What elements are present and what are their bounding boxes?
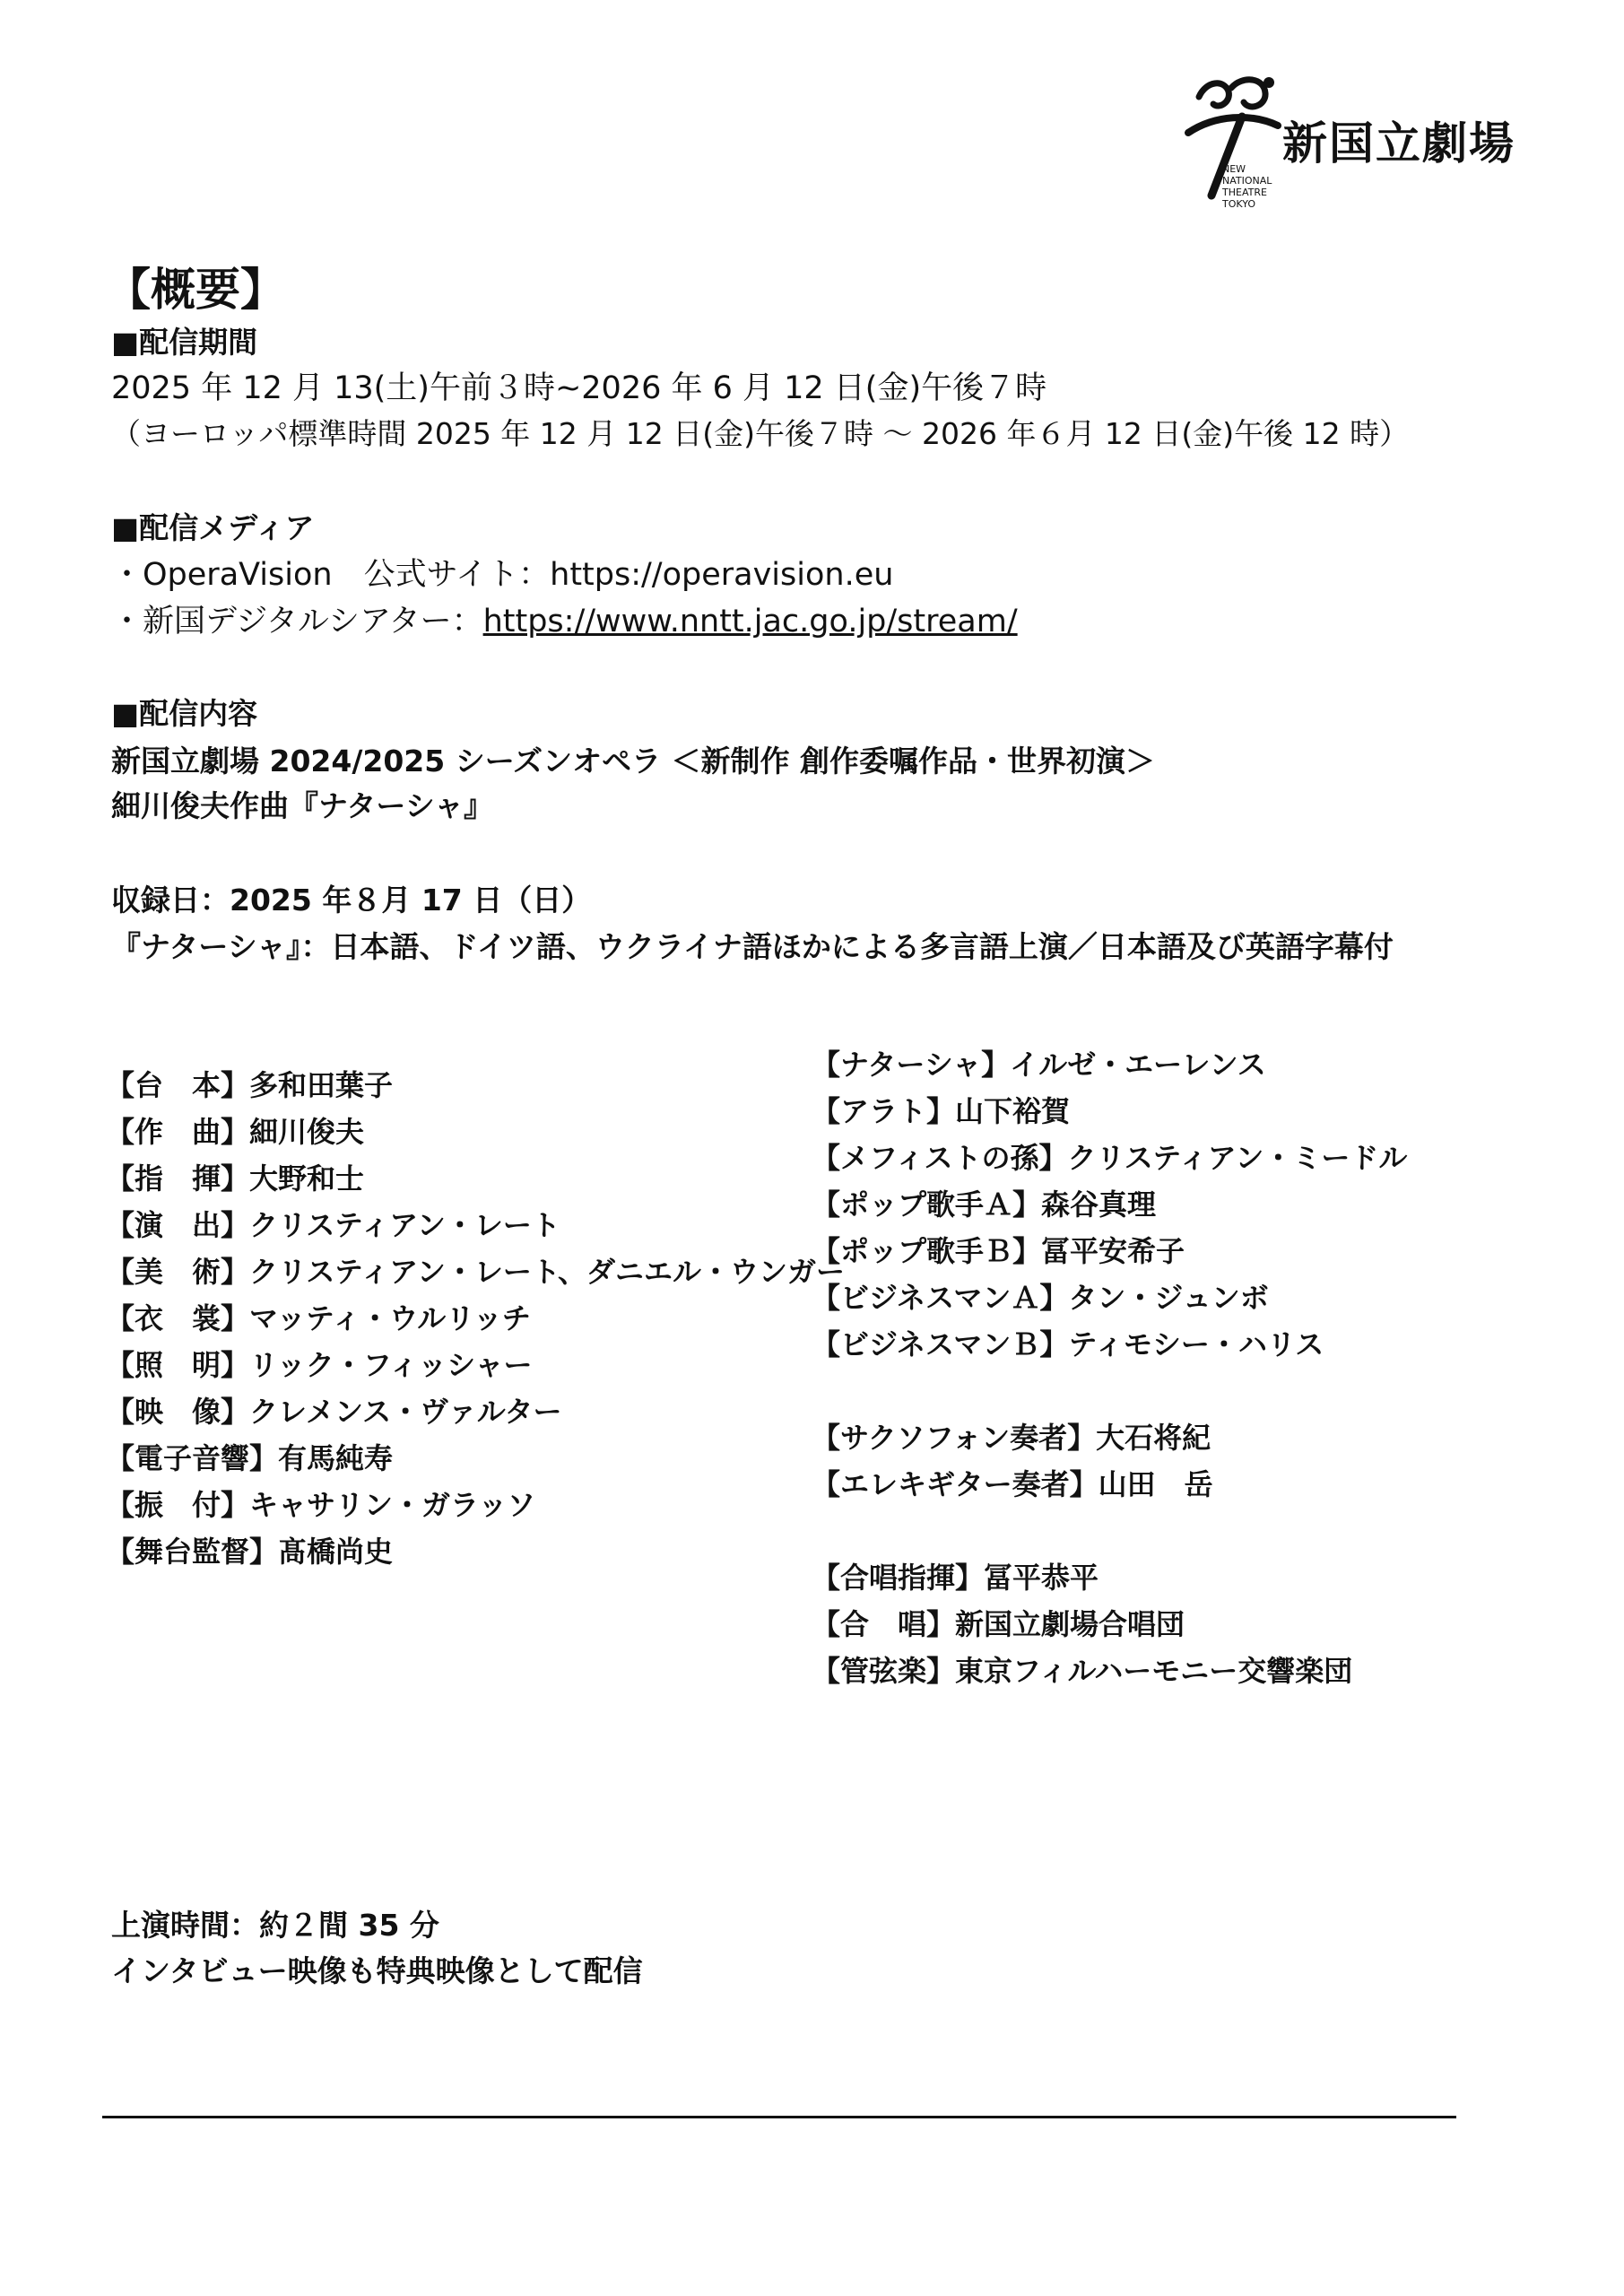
cast-item: 【ナターシャ】イルゼ・エーレンス [812, 1048, 1266, 1082]
nntt-logo [1179, 70, 1538, 222]
logo-name-ja: 新国立劇場 [1282, 117, 1515, 170]
performance-duration: 上演時間：約２間 35 分 [111, 1908, 439, 1943]
cast-item: 【アラト】山下裕賀 [812, 1094, 1071, 1128]
logo-en-line: TOKYO [1222, 198, 1255, 210]
staff-item: 【振 付】キャサリン・ガラッソ [106, 1488, 536, 1522]
nntt-stream-link[interactable]: https://www.nntt.jac.go.jp/stream/ [482, 604, 1018, 639]
cast-item: 【エレキギター奏者】山田 岳 [812, 1467, 1213, 1501]
cast-item: 【ポップ歌手Ｂ】冨平安希子 [812, 1234, 1185, 1268]
cast-item: 【メフィストの孫】クリスティアン・ミードル [812, 1141, 1408, 1175]
cast-item: 【ポップ歌手Ａ】森谷真理 [812, 1187, 1157, 1222]
staff-item: 【美 術】クリスティアン・レート、ダニエル・ウンガー [106, 1255, 846, 1289]
instrumentalist-list [812, 1414, 1213, 1508]
staff-item: 【台 本】多和田葉子 [106, 1068, 394, 1102]
staff-item: 【指 揮】大野和士 [106, 1161, 365, 1196]
cast-list [812, 1041, 1407, 1368]
staff-item: 【映 像】クレメンス・ヴァルター [106, 1395, 562, 1429]
content-heading: ■配信内容 [111, 696, 258, 731]
media-item-operavision: ・OperaVision 公式サイト：https://operavision.eu [111, 557, 894, 593]
logo-en-line: NEW [1222, 163, 1246, 175]
bottom-divider [102, 2116, 1456, 2118]
cast-item: 【ビジネスマンＢ】ティモシー・ハリス [812, 1327, 1324, 1361]
language-info: 『ナターシャ』：日本語、ドイツ語、ウクライナ語ほかによる多言語上演／日本語及び英語字幕付 [111, 929, 1394, 964]
media-item-nntt-label: ・新国デジタルシアター： [111, 604, 483, 639]
ensemble-list [812, 1554, 1352, 1694]
period-line-1: 2025 年 12 月 13(土)午前３時~2026 年 6 月 12 日(金)午後７時 [111, 370, 1047, 406]
bonus-video-note: インタビュー映像も特典映像として配信 [111, 1953, 643, 1988]
content-title-line: 細川俊夫作曲『ナターシャ』 [111, 788, 494, 823]
recording-date: 収録日：2025 年８月 17 日（日） [111, 883, 592, 918]
staff-item: 【照 明】リック・フィッシャー [106, 1348, 533, 1382]
page-title: 【概要】 [106, 264, 285, 316]
cast-item: 【ビジネスマンＡ】タン・ジュンボ [812, 1281, 1269, 1315]
period-line-2: （ヨーロッパ標準時間 2025 年 12 月 12 日(金)午後７時 ～ 2026 年６月 12 日(金)午後 12 時） [111, 416, 1410, 451]
media-heading: ■配信メディア [111, 510, 315, 545]
logo-name-en [1222, 163, 1272, 210]
media-item-nntt [111, 596, 1018, 641]
staff-item: 【演 出】クリスティアン・レート [106, 1208, 560, 1242]
cast-item: 【サクソフォン奏者】大石将紀 [812, 1421, 1211, 1455]
logo-en-line: THEATRE [1222, 187, 1267, 198]
content-season-line: 新国立劇場 2024/2025 シーズンオペラ ＜新制作 創作委嘱作品・世界初演＞ [111, 744, 1156, 778]
cast-item: 【合唱指揮】冨平恭平 [812, 1561, 1099, 1595]
logo-en-line: NATIONAL [1222, 175, 1272, 187]
period-heading: ■配信期間 [111, 325, 258, 360]
cast-item: 【管弦楽】東京フィルハーモニー交響楽団 [812, 1654, 1353, 1688]
cast-item: 【合 唱】新国立劇場合唱団 [812, 1607, 1185, 1641]
staff-list [106, 1062, 845, 1575]
staff-item: 【電子音響】有馬純寿 [106, 1441, 394, 1475]
staff-item: 【作 曲】細川俊夫 [106, 1115, 365, 1149]
staff-item: 【衣 裳】マッティ・ウルリッチ [106, 1301, 531, 1335]
staff-item: 【舞台監督】髙橋尚史 [106, 1535, 394, 1569]
